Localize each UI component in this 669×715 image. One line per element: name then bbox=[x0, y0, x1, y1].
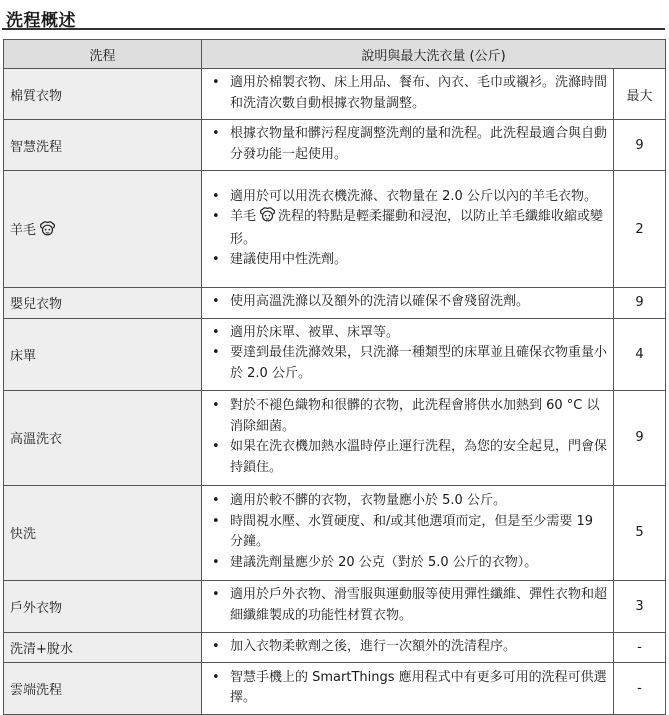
program-description bbox=[202, 485, 614, 580]
program-name: 高溫洗衣 bbox=[4, 390, 202, 485]
bullet-text: 洗程的特點是輕柔擺動和浸泡，以防止羊毛纖維收縮或變形。 bbox=[230, 209, 604, 247]
table-row bbox=[4, 120, 666, 171]
bullet-item: • 建議使用中性洗劑。 bbox=[208, 250, 607, 271]
table-row bbox=[4, 288, 666, 319]
program-name: 洗清+脫水 bbox=[4, 632, 202, 663]
program-description bbox=[202, 288, 614, 319]
bullet-item: • 適用於棉製衣物、床上用品、餐布、內衣、毛巾或襯衫。洗滌時間和洗清次數自動根據衣物量調整。 bbox=[208, 73, 607, 114]
bullet-item bbox=[208, 207, 607, 250]
table-header-row bbox=[4, 40, 666, 69]
program-table bbox=[3, 39, 666, 715]
max-load: 3 bbox=[614, 580, 666, 632]
bullet-item: • 適用於較不髒的衣物，衣物量應小於 5.0 公斤。 bbox=[208, 491, 607, 512]
max-load: - bbox=[614, 663, 666, 715]
program-name: 智慧洗程 bbox=[4, 120, 202, 171]
program-description bbox=[202, 171, 614, 288]
program-description bbox=[202, 390, 614, 485]
bullet-item: • 適用於床單、被單、床罩等。 bbox=[208, 323, 607, 344]
program-description bbox=[202, 580, 614, 632]
bullet-item: • 加入衣物柔軟劑之後，進行一次額外的洗清程序。 bbox=[208, 637, 607, 658]
table-row bbox=[4, 69, 666, 120]
program-name: 床單 bbox=[4, 318, 202, 390]
bullet-item: • 如果在洗衣機加熱水溫時停止運行洗程，為您的安全起見，門會保持鎖住。 bbox=[208, 437, 607, 478]
bullet-item: • 要達到最佳洗滌效果，只洗滌一種類型的床單並且確保衣物重量小於 2.0 公斤。 bbox=[208, 343, 607, 384]
bullet-item: • 適用於可以用洗衣機洗滌、衣物量在 2.0 公斤以內的羊毛衣物。 bbox=[208, 187, 607, 208]
program-name: 快洗 bbox=[4, 485, 202, 580]
header-program: 洗程 bbox=[4, 40, 202, 69]
max-load: 9 bbox=[614, 120, 666, 171]
bullet-item: • 適用於戶外衣物、滑雪服與運動服等使用彈性纖維、彈性衣物和超細纖維製成的功能性材質衣物。 bbox=[208, 585, 607, 626]
max-load: 最大 bbox=[614, 69, 666, 120]
bullet-item: • 建議洗劑量應少於 20 公克（對於 5.0 公斤的衣物）。 bbox=[208, 553, 607, 574]
table-row bbox=[4, 390, 666, 485]
program-name: 戶外衣物 bbox=[4, 580, 202, 632]
bullet-item: • 智慧手機上的 SmartThings 應用程式中有更多可用的洗程可供選擇。 bbox=[208, 668, 607, 709]
header-description: 說明與最大洗衣量 (公斤) bbox=[202, 40, 666, 69]
max-load: 2 bbox=[614, 171, 666, 288]
max-load: 5 bbox=[614, 485, 666, 580]
max-load: 4 bbox=[614, 318, 666, 390]
title-divider bbox=[2, 28, 665, 30]
max-load: 9 bbox=[614, 390, 666, 485]
page-title: 洗程概述 bbox=[6, 11, 76, 31]
table-row bbox=[4, 632, 666, 663]
program-name: 嬰兒衣物 bbox=[4, 288, 202, 319]
program-description bbox=[202, 663, 614, 715]
table-row bbox=[4, 171, 666, 288]
program-description bbox=[202, 318, 614, 390]
wool-icon bbox=[259, 207, 276, 230]
wool-icon bbox=[39, 221, 56, 240]
max-load: 9 bbox=[614, 288, 666, 319]
program-name: 棉質衣物 bbox=[4, 69, 202, 120]
program-name: 雲端洗程 bbox=[4, 663, 202, 715]
table-row bbox=[4, 485, 666, 580]
program-name bbox=[4, 171, 202, 288]
program-description bbox=[202, 120, 614, 171]
max-load: - bbox=[614, 632, 666, 663]
table-row bbox=[4, 663, 666, 715]
bullet-item: • 根據衣物量和髒污程度調整洗劑的量和洗程。此洗程最適合與自動分發功能一起使用。 bbox=[208, 124, 607, 165]
bullet-item: • 使用高溫洗滌以及額外的洗清以確保不會殘留洗劑。 bbox=[208, 292, 607, 313]
program-label: 羊毛 bbox=[10, 222, 37, 238]
program-description bbox=[202, 69, 614, 120]
table-row bbox=[4, 318, 666, 390]
bullet-item: • 時間視水壓、水質硬度、和/或其他選項而定，但是至少需要 19 分鐘。 bbox=[208, 512, 607, 553]
bullet-item: • 對於不褪色織物和很髒的衣物，此洗程會將供水加熱到 60 °C 以消除細菌。 bbox=[208, 396, 607, 437]
table-row bbox=[4, 580, 666, 632]
bullet-prefix: 羊毛 bbox=[230, 209, 257, 224]
program-description bbox=[202, 632, 614, 663]
